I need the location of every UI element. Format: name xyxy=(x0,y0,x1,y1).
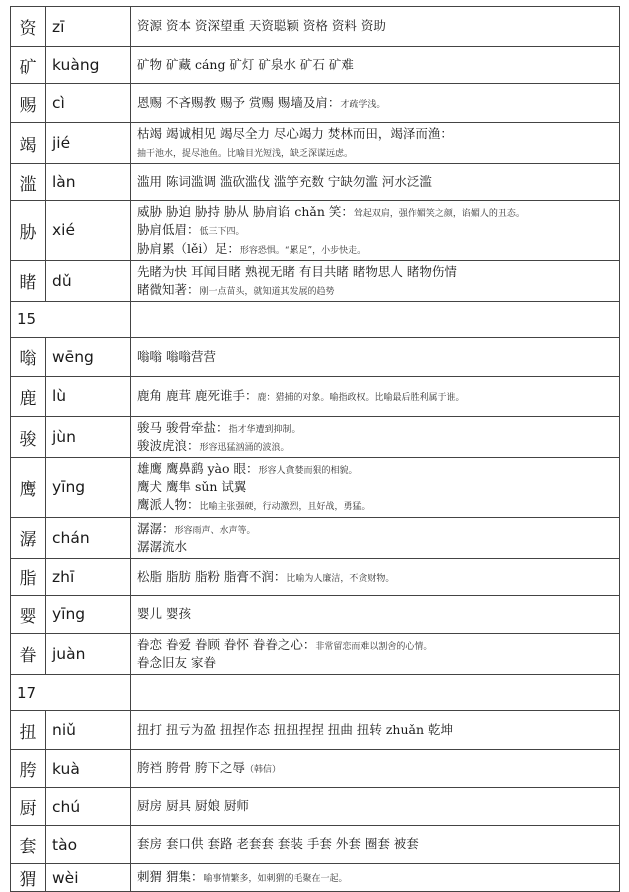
character-cell: 厨 xyxy=(11,788,46,826)
word-line xyxy=(137,538,615,556)
words-cell xyxy=(131,458,620,517)
word-line xyxy=(137,568,615,586)
words-cell xyxy=(131,864,620,892)
word-text: 潺潺流水 xyxy=(137,538,188,554)
word-text: 扭打 扭亏为盈 扭捏作态 扭扭捏捏 扭曲 扭转 zhuǎn 乾坤 xyxy=(137,721,454,737)
gloss-text: 喻事情繁多，如刺猬的毛聚在一起。 xyxy=(203,874,348,885)
word-text: 恩赐 不吝赐教 赐予 赏赐 赐墙及肩： xyxy=(137,94,341,110)
word-line xyxy=(137,520,615,538)
table-row xyxy=(11,260,620,301)
character-cell: 胁 xyxy=(11,201,46,260)
word-text: 威胁 胁迫 胁持 胁从 胁肩谄 chǎn 笑： xyxy=(137,204,354,220)
table-row xyxy=(11,123,620,164)
words-cell xyxy=(131,123,620,164)
vocabulary-table-body xyxy=(11,7,620,892)
character-cell: 资 xyxy=(11,7,46,47)
table-row xyxy=(11,337,620,376)
word-line xyxy=(137,759,615,777)
words-cell xyxy=(131,164,620,201)
word-line xyxy=(137,419,615,437)
table-row xyxy=(11,47,620,84)
pinyin-cell: dǔ xyxy=(46,260,131,301)
character-cell: 滥 xyxy=(11,164,46,201)
word-line xyxy=(137,125,615,143)
words-cell xyxy=(131,711,620,750)
character-cell: 竭 xyxy=(11,123,46,164)
word-text: 刺猬 猬集： xyxy=(137,869,204,885)
character-cell: 睹 xyxy=(11,260,46,301)
words-cell xyxy=(131,376,620,416)
character-cell: 眷 xyxy=(11,633,46,674)
word-line xyxy=(137,797,615,815)
words-cell xyxy=(131,558,620,595)
word-text: 睹微知著： xyxy=(137,281,200,297)
word-text: 婴儿 婴孩 xyxy=(137,606,191,622)
pinyin-cell: wèi xyxy=(46,864,131,892)
word-line xyxy=(137,173,615,191)
section-number: 15 xyxy=(11,301,131,337)
word-text: 鹰派人物： xyxy=(137,497,200,513)
word-text: 滥用 陈词滥调 滥砍滥伐 滥竽充数 宁缺勿滥 河水泛滥 xyxy=(137,174,432,190)
word-line xyxy=(137,654,615,672)
character-cell: 扭 xyxy=(11,711,46,750)
word-line xyxy=(137,221,615,239)
character-cell: 胯 xyxy=(11,750,46,788)
table-row xyxy=(11,750,620,788)
word-line xyxy=(137,496,615,514)
section-empty-cell xyxy=(131,675,620,711)
table-row xyxy=(11,84,620,123)
word-text: 厨房 厨具 厨娘 厨师 xyxy=(137,798,249,814)
table-row xyxy=(11,864,620,892)
word-line xyxy=(137,17,615,35)
character-cell: 婴 xyxy=(11,595,46,633)
words-cell xyxy=(131,47,620,84)
gloss-text: 刚一点苗头，就知道其发展的趋势 xyxy=(199,286,335,297)
word-text: 雄鹰 鹰鼻鹞 yào 眼： xyxy=(137,461,259,477)
gloss-text: 比喻为人廉洁，不贪财物。 xyxy=(286,573,395,584)
word-text: 骏波虎浪： xyxy=(137,438,200,453)
word-text: 枯竭 竭诚相见 竭尽全力 尽心竭力 焚林而田，竭泽而渔： xyxy=(137,126,453,141)
gloss-text: 形容迅猛汹涌的波浪。 xyxy=(199,443,290,453)
character-cell: 猬 xyxy=(11,864,46,892)
pinyin-cell: cì xyxy=(46,84,131,123)
character-cell: 套 xyxy=(11,826,46,864)
word-line xyxy=(137,636,615,654)
word-line xyxy=(137,348,615,366)
words-cell xyxy=(131,84,620,123)
word-text: 鹿角 鹿茸 鹿死谁手： xyxy=(137,388,258,404)
word-line xyxy=(137,460,615,478)
word-line xyxy=(137,478,615,496)
word-line xyxy=(137,437,615,455)
word-text: 套房 套口供 套路 老套套 套装 手套 外套 圈套 被套 xyxy=(137,836,419,852)
character-cell: 嗡 xyxy=(11,337,46,376)
word-line xyxy=(137,868,615,886)
table-row xyxy=(11,711,620,750)
pinyin-cell: chú xyxy=(46,788,131,826)
character-cell: 鹿 xyxy=(11,376,46,416)
character-cell: 脂 xyxy=(11,558,46,595)
word-line xyxy=(137,56,615,74)
pinyin-cell: wēng xyxy=(46,337,131,376)
pinyin-cell: jié xyxy=(46,123,131,164)
character-cell: 鹰 xyxy=(11,458,46,517)
word-text: 资源 资本 资深望重 天资聪颖 资格 资料 资助 xyxy=(137,18,386,34)
table-row xyxy=(11,7,620,47)
gloss-text: （韩信） xyxy=(244,765,281,776)
word-text: 胯裆 胯骨 胯下之辱 xyxy=(137,760,245,776)
pinyin-cell: zī xyxy=(46,7,131,47)
words-cell xyxy=(131,517,620,558)
word-line xyxy=(137,203,615,221)
word-text: 胁肩累（lěi）足： xyxy=(137,240,240,256)
gloss-text: 才疏学浅。 xyxy=(340,99,386,110)
table-row xyxy=(11,558,620,595)
words-cell xyxy=(131,416,620,457)
pinyin-cell: kuàng xyxy=(46,47,131,84)
pinyin-cell: jùn xyxy=(46,416,131,457)
table-row xyxy=(11,788,620,826)
table-row xyxy=(11,416,620,457)
gloss-text: 抽干池水，捉尽池鱼。比喻目光短浅，缺乏深谋远虑。 xyxy=(137,149,354,160)
gloss-text: 耸起双肩，强作媚笑之颜，谄媚人的丑态。 xyxy=(353,209,525,220)
gloss-text: 指才华遭到抑制。 xyxy=(228,424,301,435)
gloss-text: 形容人貪婪而狠的相貌。 xyxy=(258,466,358,477)
table-row xyxy=(11,517,620,558)
word-text: 矿物 矿藏 cáng 矿灯 矿泉水 矿石 矿难 xyxy=(137,56,354,72)
pinyin-cell: chán xyxy=(46,517,131,558)
table-row xyxy=(11,164,620,201)
word-line xyxy=(137,721,615,739)
gloss-text: 非常留恋而难以割舍的心情。 xyxy=(315,641,433,652)
character-cell: 矿 xyxy=(11,47,46,84)
words-cell xyxy=(131,260,620,301)
character-cell: 骏 xyxy=(11,416,46,457)
word-line xyxy=(137,143,615,161)
word-text: 先睹为快 耳闻目睹 熟视无睹 有目共睹 睹物思人 睹物伤情 xyxy=(137,263,457,279)
vocabulary-table xyxy=(10,6,620,892)
character-cell: 潺 xyxy=(11,517,46,558)
table-row xyxy=(11,633,620,674)
pinyin-cell: tào xyxy=(46,826,131,864)
word-text: 眷念旧友 家眷 xyxy=(137,654,216,670)
pinyin-cell: yīng xyxy=(46,458,131,517)
word-line xyxy=(137,94,615,112)
gloss-text: 鹿：猎捕的对象。喻指政权。比喻最后胜利属于谁。 xyxy=(257,393,465,404)
word-line xyxy=(137,281,615,299)
section-row xyxy=(11,675,620,711)
word-line xyxy=(137,240,615,258)
table-row xyxy=(11,458,620,517)
table-row xyxy=(11,376,620,416)
table-row xyxy=(11,201,620,260)
section-row xyxy=(11,301,620,337)
pinyin-cell: làn xyxy=(46,164,131,201)
words-cell xyxy=(131,826,620,864)
words-cell xyxy=(131,788,620,826)
word-line xyxy=(137,387,615,405)
pinyin-cell: lù xyxy=(46,376,131,416)
words-cell xyxy=(131,595,620,633)
words-cell xyxy=(131,633,620,674)
character-cell: 赐 xyxy=(11,84,46,123)
gloss-text: 形容恐惧。“累足”，小步快走。 xyxy=(239,245,367,256)
word-line xyxy=(137,605,615,623)
words-cell xyxy=(131,7,620,47)
word-text: 胁肩低眉： xyxy=(137,222,200,238)
words-cell xyxy=(131,337,620,376)
pinyin-cell: yīng xyxy=(46,595,131,633)
pinyin-cell: zhī xyxy=(46,558,131,595)
word-text: 眷恋 眷爱 眷顾 眷怀 眷眷之心： xyxy=(137,636,316,652)
section-number: 17 xyxy=(11,675,131,711)
word-text: 嗡嗡 嗡嗡营营 xyxy=(137,348,216,364)
gloss-text: 比喻主张强硬，行动激烈，且好战，勇猛。 xyxy=(199,502,371,513)
pinyin-cell: xié xyxy=(46,201,131,260)
word-text: 骏马 骏骨牵盐： xyxy=(137,419,229,435)
words-cell xyxy=(131,201,620,260)
word-text: 潺潺： xyxy=(137,520,175,536)
gloss-text: 低三下四。 xyxy=(199,227,245,238)
word-text: 松脂 脂肪 脂粉 脂膏不润： xyxy=(137,568,287,584)
word-line xyxy=(137,835,615,853)
pinyin-cell: kuà xyxy=(46,750,131,788)
table-row xyxy=(11,595,620,633)
word-line xyxy=(137,263,615,281)
word-text: 鹰犬 鹰隼 sǔn 试翼 xyxy=(137,479,247,495)
pinyin-cell: juàn xyxy=(46,633,131,674)
table-row xyxy=(11,826,620,864)
words-cell xyxy=(131,750,620,788)
pinyin-cell: niǔ xyxy=(46,711,131,750)
gloss-text: 形容雨声、水声等。 xyxy=(174,525,256,536)
section-empty-cell xyxy=(131,301,620,337)
